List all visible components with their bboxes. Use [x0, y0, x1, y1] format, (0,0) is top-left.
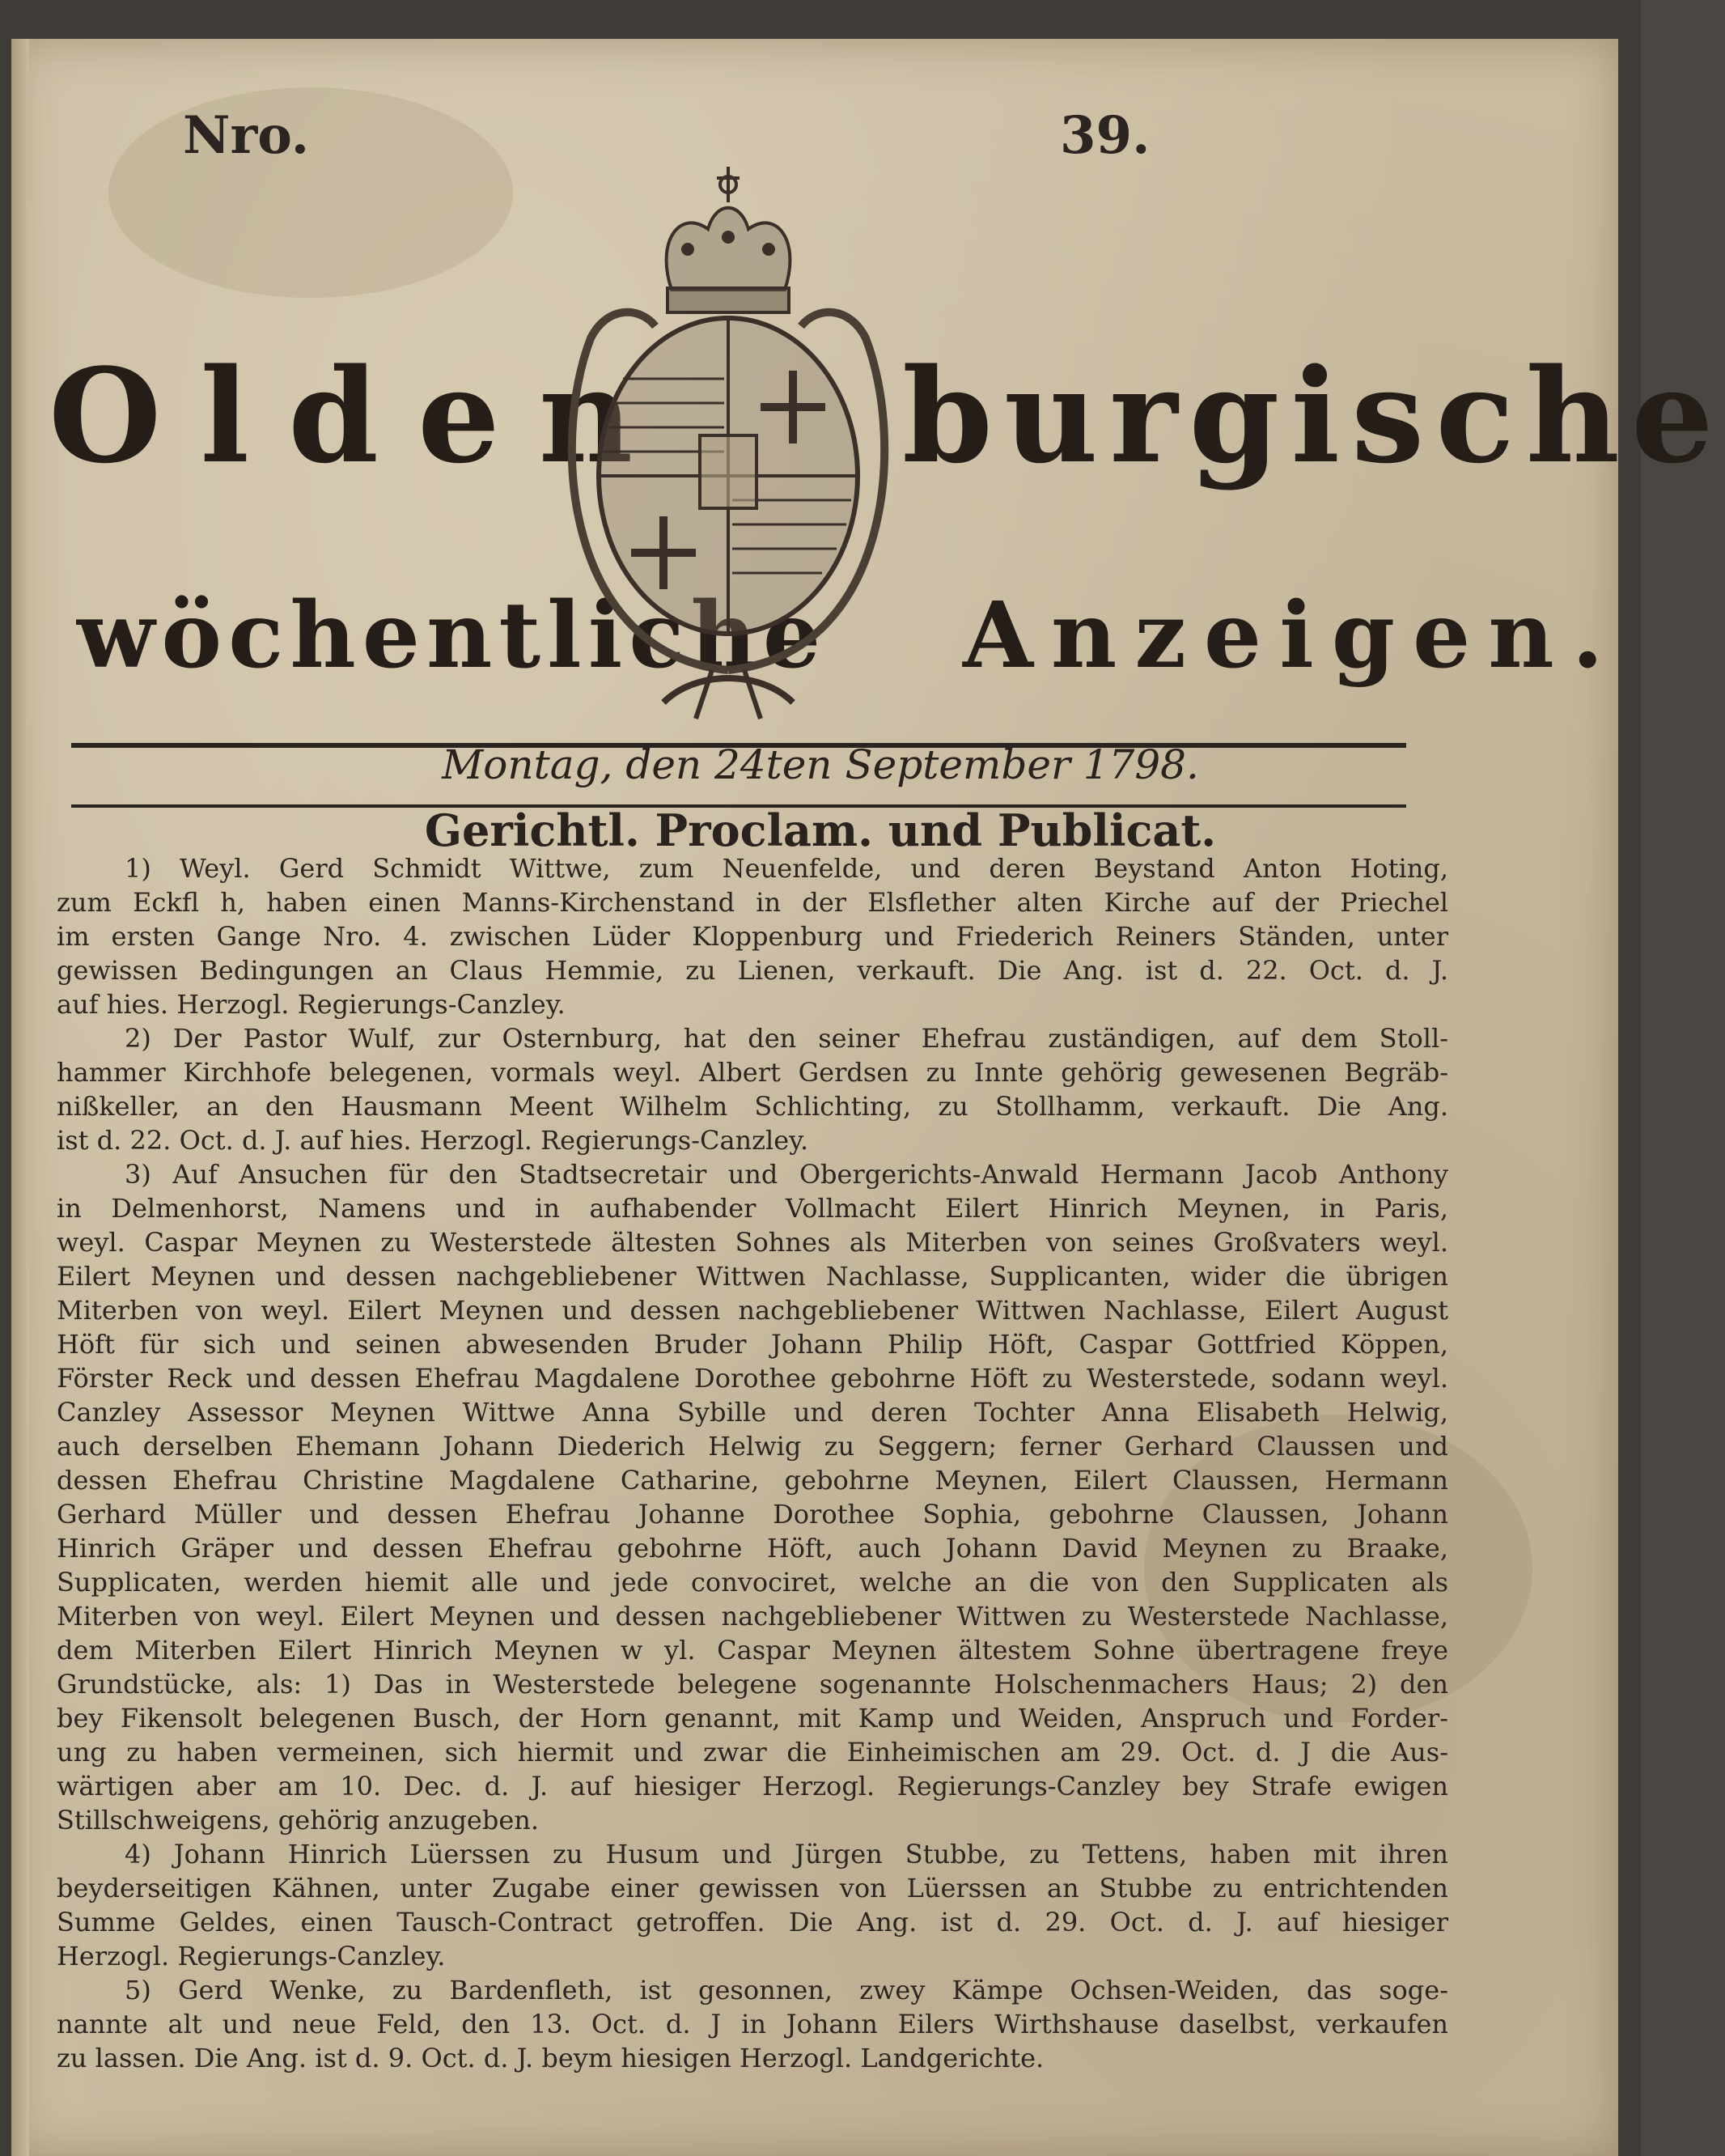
- masthead-subtitle-part1: wöchentliche: [77, 583, 828, 689]
- notice-line: hammer Kirchhofe belegenen, vormals weyl. Albert Gerdsen zu Innte gehörig gewesenen Begräb-: [57, 1057, 1448, 1088]
- notice-line: in Delmenhorst, Namens und in aufhabender Vollmacht Eilert Hinrich Meynen, in Paris,: [57, 1193, 1448, 1224]
- section-heading: Gerichtl. Proclam. und Publicat.: [424, 804, 1217, 856]
- notice-line: nannte alt und neue Feld, den 13. Oct. d. J in Johann Eilers Wirthshause daselbst, verkaufen: [57, 2009, 1448, 2039]
- paper-stain: [108, 87, 513, 298]
- notice-line: auch derselben Ehemann Johann Diederich Helwig zu Seggern; ferner Gerhard Claussen und: [57, 1431, 1448, 1462]
- notice-paragraph: [57, 1973, 1448, 2075]
- notice-line: nißkeller, an den Hausmann Meent Wilhelm Schlichting, zu Stollhamm, verkauft. Die Ang.: [57, 1091, 1448, 1122]
- notice-line: zum Eckfl h, haben einen Manns-Kirchenstand in der Elsflether alten Kirche auf der Priechel: [57, 887, 1448, 918]
- notice-line: Höft für sich und seinen abwesenden Bruder Johann Philip Höft, Caspar Gottfried Köppen,: [57, 1329, 1448, 1360]
- notice-line: Hinrich Gräper und dessen Ehefrau gebohrne Höft, auch Johann David Meynen zu Braake,: [57, 1533, 1448, 1564]
- notice-line: Summe Geldes, einen Tausch-Contract getroffen. Die Ang. ist d. 29. Oct. d. J. auf hiesiger: [57, 1907, 1448, 1937]
- notice-paragraph: [57, 1157, 1448, 1837]
- notice-line: 1) Weyl. Gerd Schmidt Wittwe, zum Neuenfelde, und deren Beystand Anton Hoting,: [125, 853, 1448, 884]
- notice-line: Herzogl. Regierungs-Canzley.: [57, 1941, 446, 1971]
- notice-paragraph: [57, 1837, 1448, 1973]
- masthead-title-part2: burgische: [902, 340, 1725, 492]
- notice-line: im ersten Gange Nro. 4. zwischen Lüder Kloppenburg und Friederich Reiners Ständen, unter: [57, 921, 1448, 952]
- masthead-title-part1: Olden: [49, 340, 672, 492]
- notice-paragraph: [57, 851, 1448, 1021]
- issue-number: 39.: [1060, 105, 1151, 166]
- notice-line: wärtigen aber am 10. Dec. d. J. auf hiesiger Herzogl. Regierungs-Canzley bey Strafe ewigen: [57, 1771, 1448, 1802]
- notice-line: zu lassen. Die Ang. ist d. 9. Oct. d. J. beym hiesigen Herzogl. Landgerichte.: [57, 2043, 1045, 2073]
- article-body: [57, 851, 1448, 2075]
- notice-line: bey Fikensolt belegenen Busch, der Horn genannt, mit Kamp und Weiden, Anspruch und Forder-: [57, 1703, 1448, 1734]
- page-edge-shadow: [11, 39, 29, 2156]
- notice-line: 5) Gerd Wenke, zu Bardenfleth, ist gesonnen, zwey Kämpe Ochsen-Weiden, das soge-: [125, 1975, 1448, 2005]
- notice-line: 2) Der Pastor Wulf, zur Osternburg, hat den seiner Ehefrau zuständigen, auf dem Stoll-: [125, 1023, 1448, 1054]
- notice-line: dessen Ehefrau Christine Magdalene Catharine, gebohrne Meynen, Eilert Claussen, Hermann: [57, 1465, 1448, 1496]
- notice-line: ung zu haben vermeinen, sich hiermit und zwar die Einheimischen am 29. Oct. d. J die Aus-: [57, 1737, 1448, 1768]
- notice-line: Stillschweigens, gehörig anzugeben.: [57, 1805, 540, 1836]
- notice-line: Supplicaten, werden hiemit alle und jede convociret, welche an die von den Supplicaten als: [57, 1567, 1448, 1598]
- notice-line: 3) Auf Ansuchen für den Stadtsecretair und Obergerichts-Anwald Hermann Jacob Anthony: [125, 1159, 1448, 1190]
- notice-line: Förster Reck und dessen Ehefrau Magdalene Dorothee gebohrne Höft zu Westerstede, sodann weyl.: [57, 1363, 1448, 1394]
- masthead-subtitle-part2: Anzeigen.: [963, 583, 1621, 689]
- notice-line: Eilert Meynen und dessen nachgebliebener Wittwen Nachlasse, Supplicanten, wider die übrigen: [57, 1261, 1448, 1292]
- notice-line: beyderseitigen Kähnen, unter Zugabe einer gewissen von Lüerssen an Stubbe zu entrichtenden: [57, 1873, 1448, 1903]
- notice-line: Gerhard Müller und dessen Ehefrau Johanne Dorothee Sophia, gebohrne Claussen, Johann: [57, 1499, 1448, 1530]
- notice-line: gewissen Bedingungen an Claus Hemmie, zu Lienen, verkauft. Die Ang. ist d. 22. Oct. d. J.: [57, 955, 1448, 986]
- notice-line: Grundstücke, als: 1) Das in Westerstede belegene sogenannte Holschenmachers Haus; 2) den: [57, 1669, 1448, 1700]
- issue-number-label: Nro.: [183, 105, 310, 166]
- notice-line: 4) Johann Hinrich Lüerssen zu Husum und Jürgen Stubbe, zu Tettens, haben mit ihren: [125, 1839, 1448, 1870]
- notice-line: Miterben von weyl. Eilert Meynen und dessen nachgebliebener Wittwen Nachlasse, Eilert August: [57, 1295, 1448, 1326]
- notice-paragraph: [57, 1021, 1448, 1157]
- crown-coat-of-arms-emblem: [534, 152, 922, 735]
- dateline: Montag, den 24ten September 1798.: [442, 741, 1199, 788]
- notice-line: Canzley Assessor Meynen Wittwe Anna Sybille und deren Tochter Anna Elisabeth Helwig,: [57, 1397, 1448, 1428]
- notice-line: weyl. Caspar Meynen zu Westerstede ältesten Sohnes als Miterben von seines Großvaters weyl.: [57, 1227, 1448, 1258]
- notice-line: ist d. 22. Oct. d. J. auf hies. Herzogl. Regierungs-Canzley.: [57, 1125, 809, 1156]
- notice-line: Miterben von weyl. Eilert Meynen und dessen nachgebliebener Wittwen zu Westerstede Nachlasse,: [57, 1601, 1448, 1632]
- notice-line: dem Miterben Eilert Hinrich Meynen w yl. Caspar Meynen ältestem Sohne übertragene freye: [57, 1635, 1448, 1666]
- notice-line: auf hies. Herzogl. Regierungs-Canzley.: [57, 989, 566, 1020]
